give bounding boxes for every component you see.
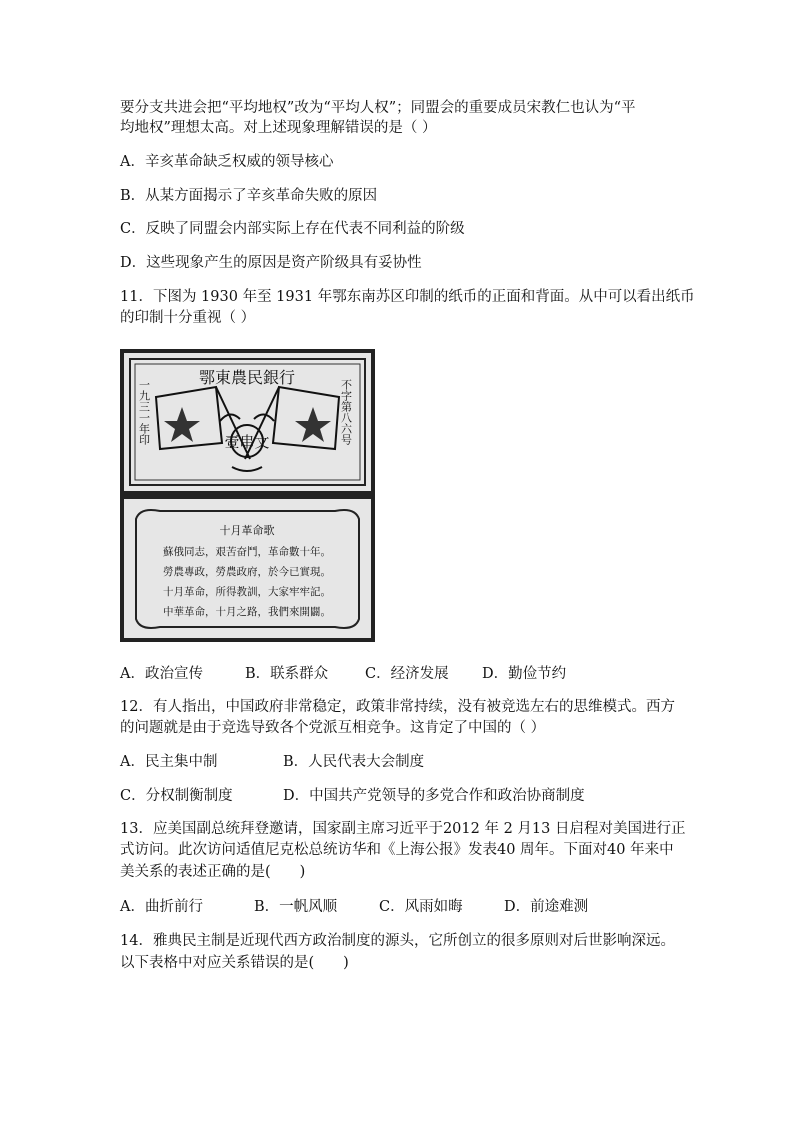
q13-stem-line3: 美关系的表述正确的是( ) xyxy=(120,864,306,880)
q10-stem-line1: 要分支共进会把“平均地权”改为“平均人权”；同盟会的重要成员宋教仁也认为“平 xyxy=(120,100,636,116)
q12-options-row2 xyxy=(120,786,585,806)
q11-stem-line1: 11．下图为 1930 年至 1931 年鄂东南苏区印制的纸币的正面和背面。从中可以看出纸币 xyxy=(120,289,695,305)
q12-option-b: B．人民代表大会制度 xyxy=(283,754,425,770)
q13-option-d: D．前途难测 xyxy=(504,899,589,915)
q13-options xyxy=(120,897,588,917)
q12-stem-line2: 的问题就是由于竞选导致各个党派互相竞争。这肯定了中国的（ ） xyxy=(120,720,546,736)
banknote-back-line: 勞農專政，勞農政府，於今已實現。 xyxy=(163,566,331,578)
q11-option-b: B．联系群众 xyxy=(245,666,329,682)
q10-stem-line2: 均地权”理想太高。对上述现象理解错误的是（ ） xyxy=(120,120,437,136)
q11-option-d: D．勤俭节约 xyxy=(482,666,567,682)
q10-option-b: B．从某方面揭示了辛亥革命失败的原因 xyxy=(120,188,378,204)
q10-option-c: C．反映了同盟会内部实际上存在代表不同利益的阶级 xyxy=(120,221,465,237)
banknote-image xyxy=(120,349,375,642)
q12-options-row1 xyxy=(120,752,424,772)
banknote-serial: 不字第八六号 xyxy=(339,379,353,445)
q12-option-a: A．民主集中制 xyxy=(120,754,218,770)
q13-stem-line2: 式访问。此次访问适值尼克松总统访华和《上海公报》发表40 周年。下面对40 年来中 xyxy=(120,842,674,858)
q14-stem-line1: 14．雅典民主制是近现代西方政治制度的源头，它所创立的很多原则对后世影响深远。 xyxy=(120,933,675,949)
banknote-back-line: 中華革命，十月之路，我們來開闢。 xyxy=(163,606,331,618)
q10-option-a: A．辛亥革命缺乏权威的领导核心 xyxy=(120,154,334,170)
banknote-year: 一九三一年印 xyxy=(137,379,151,445)
banknote-bank-name: 鄂東農民銀行 xyxy=(198,368,296,387)
q12-stem-line1: 12．有人指出，中国政府非常稳定，政策非常持续，没有被竞选左右的思维模式。西方 xyxy=(120,699,675,715)
q13-option-a: A．曲折前行 xyxy=(120,899,203,915)
q14-stem-line2: 以下表格中对应关系错误的是( ) xyxy=(120,955,349,971)
q10-option-d: D．这些现象产生的原因是资产阶级具有妥协性 xyxy=(120,255,422,271)
banknote-back-title: 十月革命歌 xyxy=(219,524,275,537)
q13-stem-line1: 13．应美国副总统拜登邀请，国家副主席习近平于2012 年 2 月13 日启程对美国进行正 xyxy=(120,821,686,837)
q11-option-c: C．经济发展 xyxy=(365,666,449,682)
q11-stem-line2: 的印制十分重视（ ） xyxy=(120,310,256,326)
q11-options xyxy=(120,664,566,684)
q13-option-c: C．风雨如晦 xyxy=(379,899,463,915)
q11-option-a: A．政治宣传 xyxy=(120,666,203,682)
banknote-denomination: 壹串文 xyxy=(224,433,270,451)
q12-option-c: C．分权制衡制度 xyxy=(120,788,233,804)
banknote-back-line: 蘇俄同志，艰苦奋鬥，革命數十年。 xyxy=(163,546,331,558)
q12-option-d: D．中国共产党领导的多党合作和政治协商制度 xyxy=(283,788,585,804)
banknote-back-line: 十月革命，所得教訓，大家牢牢記。 xyxy=(163,586,331,598)
q13-option-b: B．一帆风顺 xyxy=(254,899,338,915)
